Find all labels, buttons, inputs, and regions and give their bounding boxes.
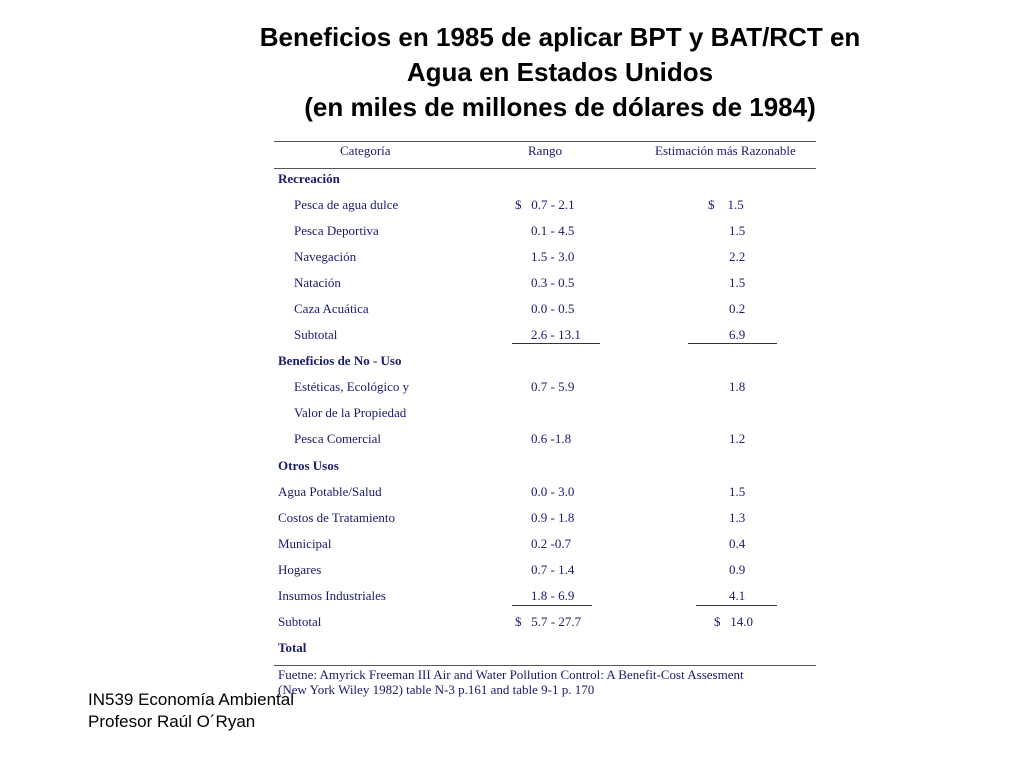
row-estimate: 1.8	[729, 379, 746, 394]
table-bottom-rule	[274, 665, 816, 666]
row-category: Municipal	[278, 536, 332, 551]
table-row	[274, 322, 816, 348]
subtotal-underline-range	[512, 343, 600, 344]
row-estimate: 1.5	[729, 484, 746, 499]
header-estimate: Estimación más Razonable	[655, 143, 796, 158]
source-note	[278, 667, 818, 697]
table-row	[274, 453, 816, 479]
source-line-2: (New York Wiley 1982) table N-3 p.161 and table 9-1 p. 170	[278, 682, 595, 697]
row-estimate: 0.9	[729, 562, 746, 577]
row-estimate: $ 1.5	[708, 197, 744, 212]
subtotal-underline-range-2	[512, 605, 592, 606]
row-range: 1.5 - 3.0	[531, 249, 575, 264]
title-line-3: (en miles de millones de dólares de 1984)	[304, 92, 816, 122]
row-range: 0.0 - 3.0	[531, 484, 575, 499]
row-estimate: $ 14.0	[714, 614, 753, 629]
row-category: Estéticas, Ecológico y	[294, 379, 410, 394]
table-row	[274, 244, 816, 270]
subtotal-underline-estimate-2	[696, 605, 777, 606]
table-row	[274, 557, 816, 583]
row-category: Insumos Industriales	[278, 588, 386, 603]
row-category: Recreación	[278, 171, 340, 186]
slide-footer	[88, 689, 294, 733]
table-row	[274, 348, 816, 374]
row-range: 0.2 -0.7	[531, 536, 572, 551]
header-range: Rango	[528, 143, 562, 158]
row-range: $ 0.7 - 2.1	[515, 197, 575, 212]
row-range: 0.0 - 0.5	[531, 301, 575, 316]
row-category: Otros Usos	[278, 458, 339, 473]
footer-professor: Profesor Raúl O´Ryan	[88, 712, 256, 731]
row-estimate: 1.3	[729, 510, 746, 525]
row-category: Natación	[294, 275, 341, 290]
row-estimate: 6.9	[729, 327, 746, 342]
table-row	[274, 400, 816, 426]
table-row	[274, 296, 816, 322]
slide-title	[160, 20, 960, 125]
row-category: Total	[278, 640, 307, 655]
title-line-2: Agua en Estados Unidos	[406, 57, 714, 87]
row-range: 0.7 - 1.4	[531, 562, 575, 577]
table-row	[274, 192, 816, 218]
row-estimate: 0.2	[729, 301, 746, 316]
table-row	[274, 609, 816, 635]
table-row	[274, 426, 816, 452]
table-row	[274, 374, 816, 400]
row-estimate: 2.2	[729, 249, 746, 264]
row-range: 0.9 - 1.8	[531, 510, 575, 525]
table-row	[274, 479, 816, 505]
row-range: 2.6 - 13.1	[531, 327, 581, 342]
row-category: Pesca Comercial	[294, 431, 381, 446]
table-row	[274, 270, 816, 296]
row-category: Subtotal	[278, 614, 322, 629]
row-category: Pesca de agua dulce	[294, 197, 399, 212]
header-category: Categoría	[340, 143, 391, 158]
row-range: 0.3 - 0.5	[531, 275, 575, 290]
source-line-1: Fuetne: Amyrick Freeman III Air and Water Pollution Control: A Benefit-Cost Assesment	[278, 667, 744, 682]
table-row	[274, 531, 816, 557]
row-range: 0.6 -1.8	[531, 431, 572, 446]
title-line-1: Beneficios en 1985 de aplicar BPT y BAT/RCT en	[259, 22, 861, 52]
row-category: Pesca Deportiva	[294, 223, 379, 238]
row-estimate: 4.1	[729, 588, 746, 603]
table-top-rule	[274, 141, 816, 142]
row-category: Beneficios de No - Uso	[278, 353, 402, 368]
table-row	[274, 166, 816, 192]
row-category: Agua Potable/Salud	[278, 484, 382, 499]
row-estimate: 1.2	[729, 431, 746, 446]
row-estimate: 0.4	[729, 536, 746, 551]
row-range: $ 5.7 - 27.7	[515, 614, 582, 629]
row-category: Valor de la Propiedad	[294, 405, 407, 420]
row-category: Navegación	[294, 249, 357, 264]
row-category: Subtotal	[294, 327, 338, 342]
footer-course: IN539 Economía Ambiental	[88, 690, 295, 709]
row-range: 1.8 - 6.9	[531, 588, 575, 603]
row-estimate: 1.5	[729, 223, 746, 238]
table-row	[274, 635, 816, 661]
row-range: 0.1 - 4.5	[531, 223, 575, 238]
row-range: 0.7 - 5.9	[531, 379, 575, 394]
row-estimate: 1.5	[729, 275, 746, 290]
table-row	[274, 505, 816, 531]
row-category: Costos de Tratamiento	[278, 510, 396, 525]
subtotal-underline-estimate	[688, 343, 777, 344]
table-row	[274, 218, 816, 244]
row-category: Caza Acuática	[294, 301, 369, 316]
row-category: Hogares	[278, 562, 322, 577]
